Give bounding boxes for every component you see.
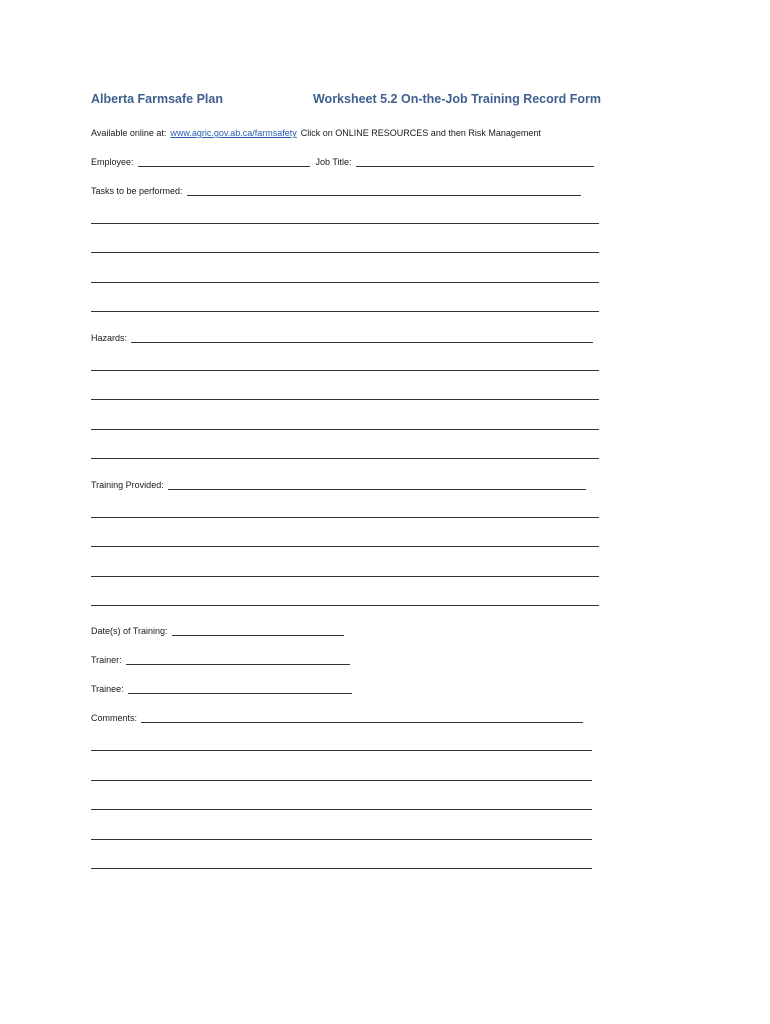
employee-field[interactable] <box>138 156 310 167</box>
employee-label: Employee: <box>91 157 134 167</box>
farmsafety-link[interactable]: www.agric.gov.ab.ca/farmsafety <box>170 128 297 138</box>
available-online-line <box>91 124 541 138</box>
hazards-line-4[interactable] <box>91 458 599 459</box>
tasks-line-1[interactable] <box>91 223 599 224</box>
job-title-field[interactable] <box>356 156 594 167</box>
training-provided-row <box>91 476 586 490</box>
trainer-label: Trainer: <box>91 655 122 665</box>
training-line-3[interactable] <box>91 576 599 577</box>
comments-field[interactable] <box>141 712 583 723</box>
hazards-line-1[interactable] <box>91 370 599 371</box>
trainee-row <box>91 680 352 694</box>
training-line-2[interactable] <box>91 546 599 547</box>
trainer-row <box>91 651 350 665</box>
hazards-row <box>91 329 593 343</box>
tasks-label: Tasks to be performed: <box>91 186 183 196</box>
comments-line-2[interactable] <box>91 780 592 781</box>
tasks-row <box>91 182 581 196</box>
hazards-field[interactable] <box>131 332 593 343</box>
job-title-label: Job Title: <box>315 157 352 167</box>
trainee-label: Trainee: <box>91 684 124 694</box>
worksheet-title: Worksheet 5.2 On-the-Job Training Record Form <box>312 92 601 106</box>
trainer-field[interactable] <box>126 654 350 665</box>
comments-row <box>91 709 583 723</box>
dates-field[interactable] <box>172 625 344 636</box>
dates-label: Date(s) of Training: <box>91 626 168 636</box>
plan-title: Alberta Farmsafe Plan <box>91 92 223 106</box>
tasks-line-3[interactable] <box>91 282 599 283</box>
comments-line-1[interactable] <box>91 750 592 751</box>
employee-row <box>91 153 594 167</box>
comments-label: Comments: <box>91 713 138 723</box>
trainee-field[interactable] <box>128 683 352 694</box>
comments-line-4[interactable] <box>91 839 592 840</box>
training-provided-label: Training Provided: <box>91 480 164 490</box>
available-suffix: Click on ONLINE RESOURCES and then Risk Management <box>300 128 541 138</box>
hazards-line-3[interactable] <box>91 429 599 430</box>
hazards-line-2[interactable] <box>91 399 599 400</box>
available-prefix: Available online at: <box>91 128 167 138</box>
tasks-field[interactable] <box>187 185 581 196</box>
hazards-label: Hazards: <box>91 333 128 343</box>
training-provided-field[interactable] <box>168 479 586 490</box>
dates-row <box>91 622 344 636</box>
training-line-4[interactable] <box>91 605 599 606</box>
comments-line-3[interactable] <box>91 809 592 810</box>
comments-line-5[interactable] <box>91 868 592 869</box>
tasks-line-4[interactable] <box>91 311 599 312</box>
tasks-line-2[interactable] <box>91 252 599 253</box>
training-line-1[interactable] <box>91 517 599 518</box>
page-header <box>91 92 601 106</box>
